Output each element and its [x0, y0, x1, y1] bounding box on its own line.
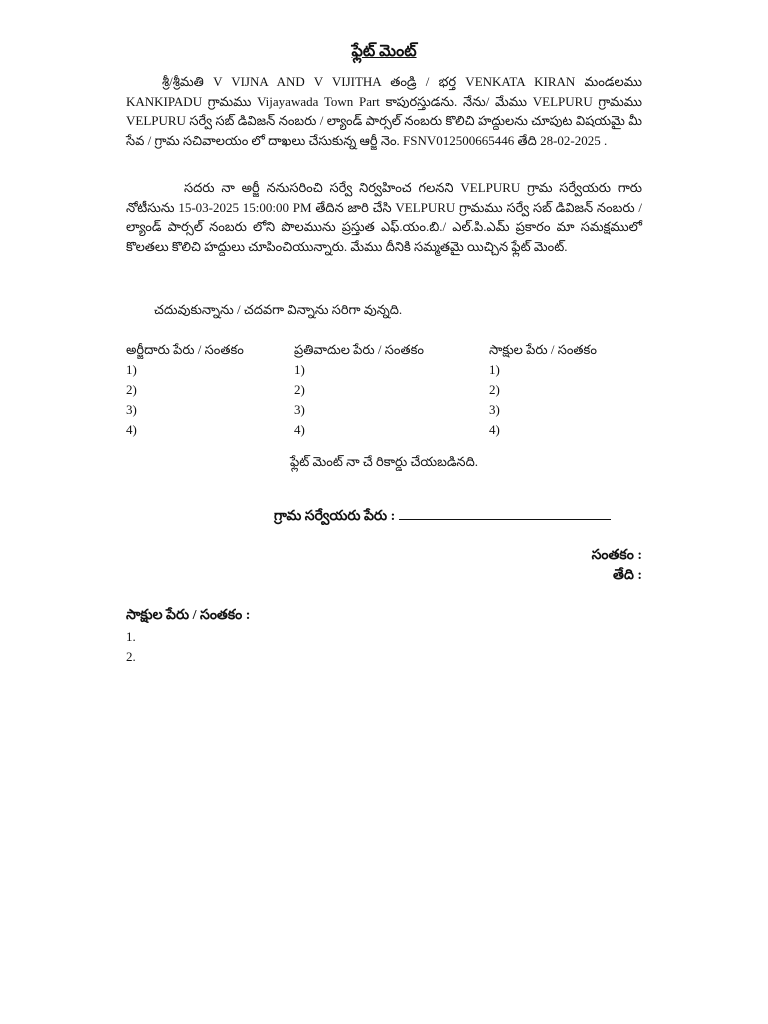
surveyor-sign-block	[592, 546, 642, 586]
recorded-by-line: ఫ్లేట్ మెంట్ నా చే రికార్డు చేయబడినది.	[289, 454, 478, 469]
statement-paragraph-2	[126, 178, 642, 256]
statement-paragraph-1	[126, 72, 642, 150]
witness-column-header: సాక్షుల పేరు / సంతకం	[489, 342, 597, 357]
applicant-signature-column	[126, 340, 244, 440]
list-item: 1.	[126, 629, 136, 644]
witness-list	[126, 627, 136, 667]
signature-row: 3)	[294, 402, 305, 417]
applicant-details-text: శ్రీ/శ్రీమతి V VIJNA AND V VIJITHA తండ్రి / భర్త VENKATA KIRAN మండలము KANKIPADU గ్రామము Vijayawada Town Part కాపురస్తుడను. నేను/ మేము VELPURU గ్రామము VELPURU సర్వే సబ్ డివిజన్ నంబరు / ల్యాండ్ పార్సల్ నంబరు కొలిచి హద్దులను చూపుట విషయమై మీ సేవ / గ్రామ సచివాలయం లో దాఖలు చేసుకున్న ఆర్జీ నెం. FSNV012500665446 తేది 28-02-2025 .	[126, 74, 642, 148]
surveyor-name-blank	[399, 507, 611, 520]
signature-label: సంతకం :	[591, 548, 642, 563]
date-label: తేది :	[613, 568, 642, 583]
survey-details-text: సదరు నా అర్జీ ననుసరించి సర్వే నిర్వహించ గలనని VELPURU గ్రామ సర్వేయరు గారు నోటీసును 15-03-2025 15:00:00 PM తేదిన జారి చేసి VELPURU గ్రామము సర్వే సబ్ డివిజన్ నంబరు / ల్యాండ్ పార్సల్ నంబరు లోని పొలమును ప్రస్తుత ఎఫ్.యం.బి./ ఎల్.పి.ఎమ్ ప్రకారం మా సమక్షములో కొలతలు కొలిచి హద్దులు చూపించియున్నారు. మేము దీనికి సమ్మతమై యిచ్చిన ఫ్లేట్ మెంట్.	[126, 180, 642, 254]
document-title: ఫ్లేట్ మెంట్	[351, 43, 417, 60]
list-item: 2.	[126, 649, 136, 664]
surveyor-name-label: గ్రామ సర్వేయరు పేరు :	[274, 509, 396, 524]
respondent-column-header: ప్రతివాదుల పేరు / సంతకం	[294, 342, 424, 357]
signature-row: 4)	[489, 422, 500, 437]
signature-row: 2)	[489, 382, 500, 397]
signature-row: 2)	[294, 382, 305, 397]
signature-row: 1)	[489, 362, 500, 377]
applicant-column-header: అర్జీదారు పేరు / సంతకం	[126, 342, 244, 357]
witness-label: సాక్షుల పేరు / సంతకం :	[126, 608, 251, 623]
signature-row: 1)	[126, 362, 137, 377]
read-confirmation: చదువుకున్నాను / చదవగా విన్నాను సరిగా వున్నది.	[154, 302, 403, 317]
signature-row: 3)	[126, 402, 137, 417]
signature-row: 4)	[126, 422, 137, 437]
signature-row: 1)	[294, 362, 305, 377]
signature-row: 2)	[126, 382, 137, 397]
surveyor-name-field	[274, 507, 611, 527]
witness-signature-column	[489, 340, 597, 440]
respondent-signature-column	[294, 340, 424, 440]
signature-row: 4)	[294, 422, 305, 437]
signature-row: 3)	[489, 402, 500, 417]
